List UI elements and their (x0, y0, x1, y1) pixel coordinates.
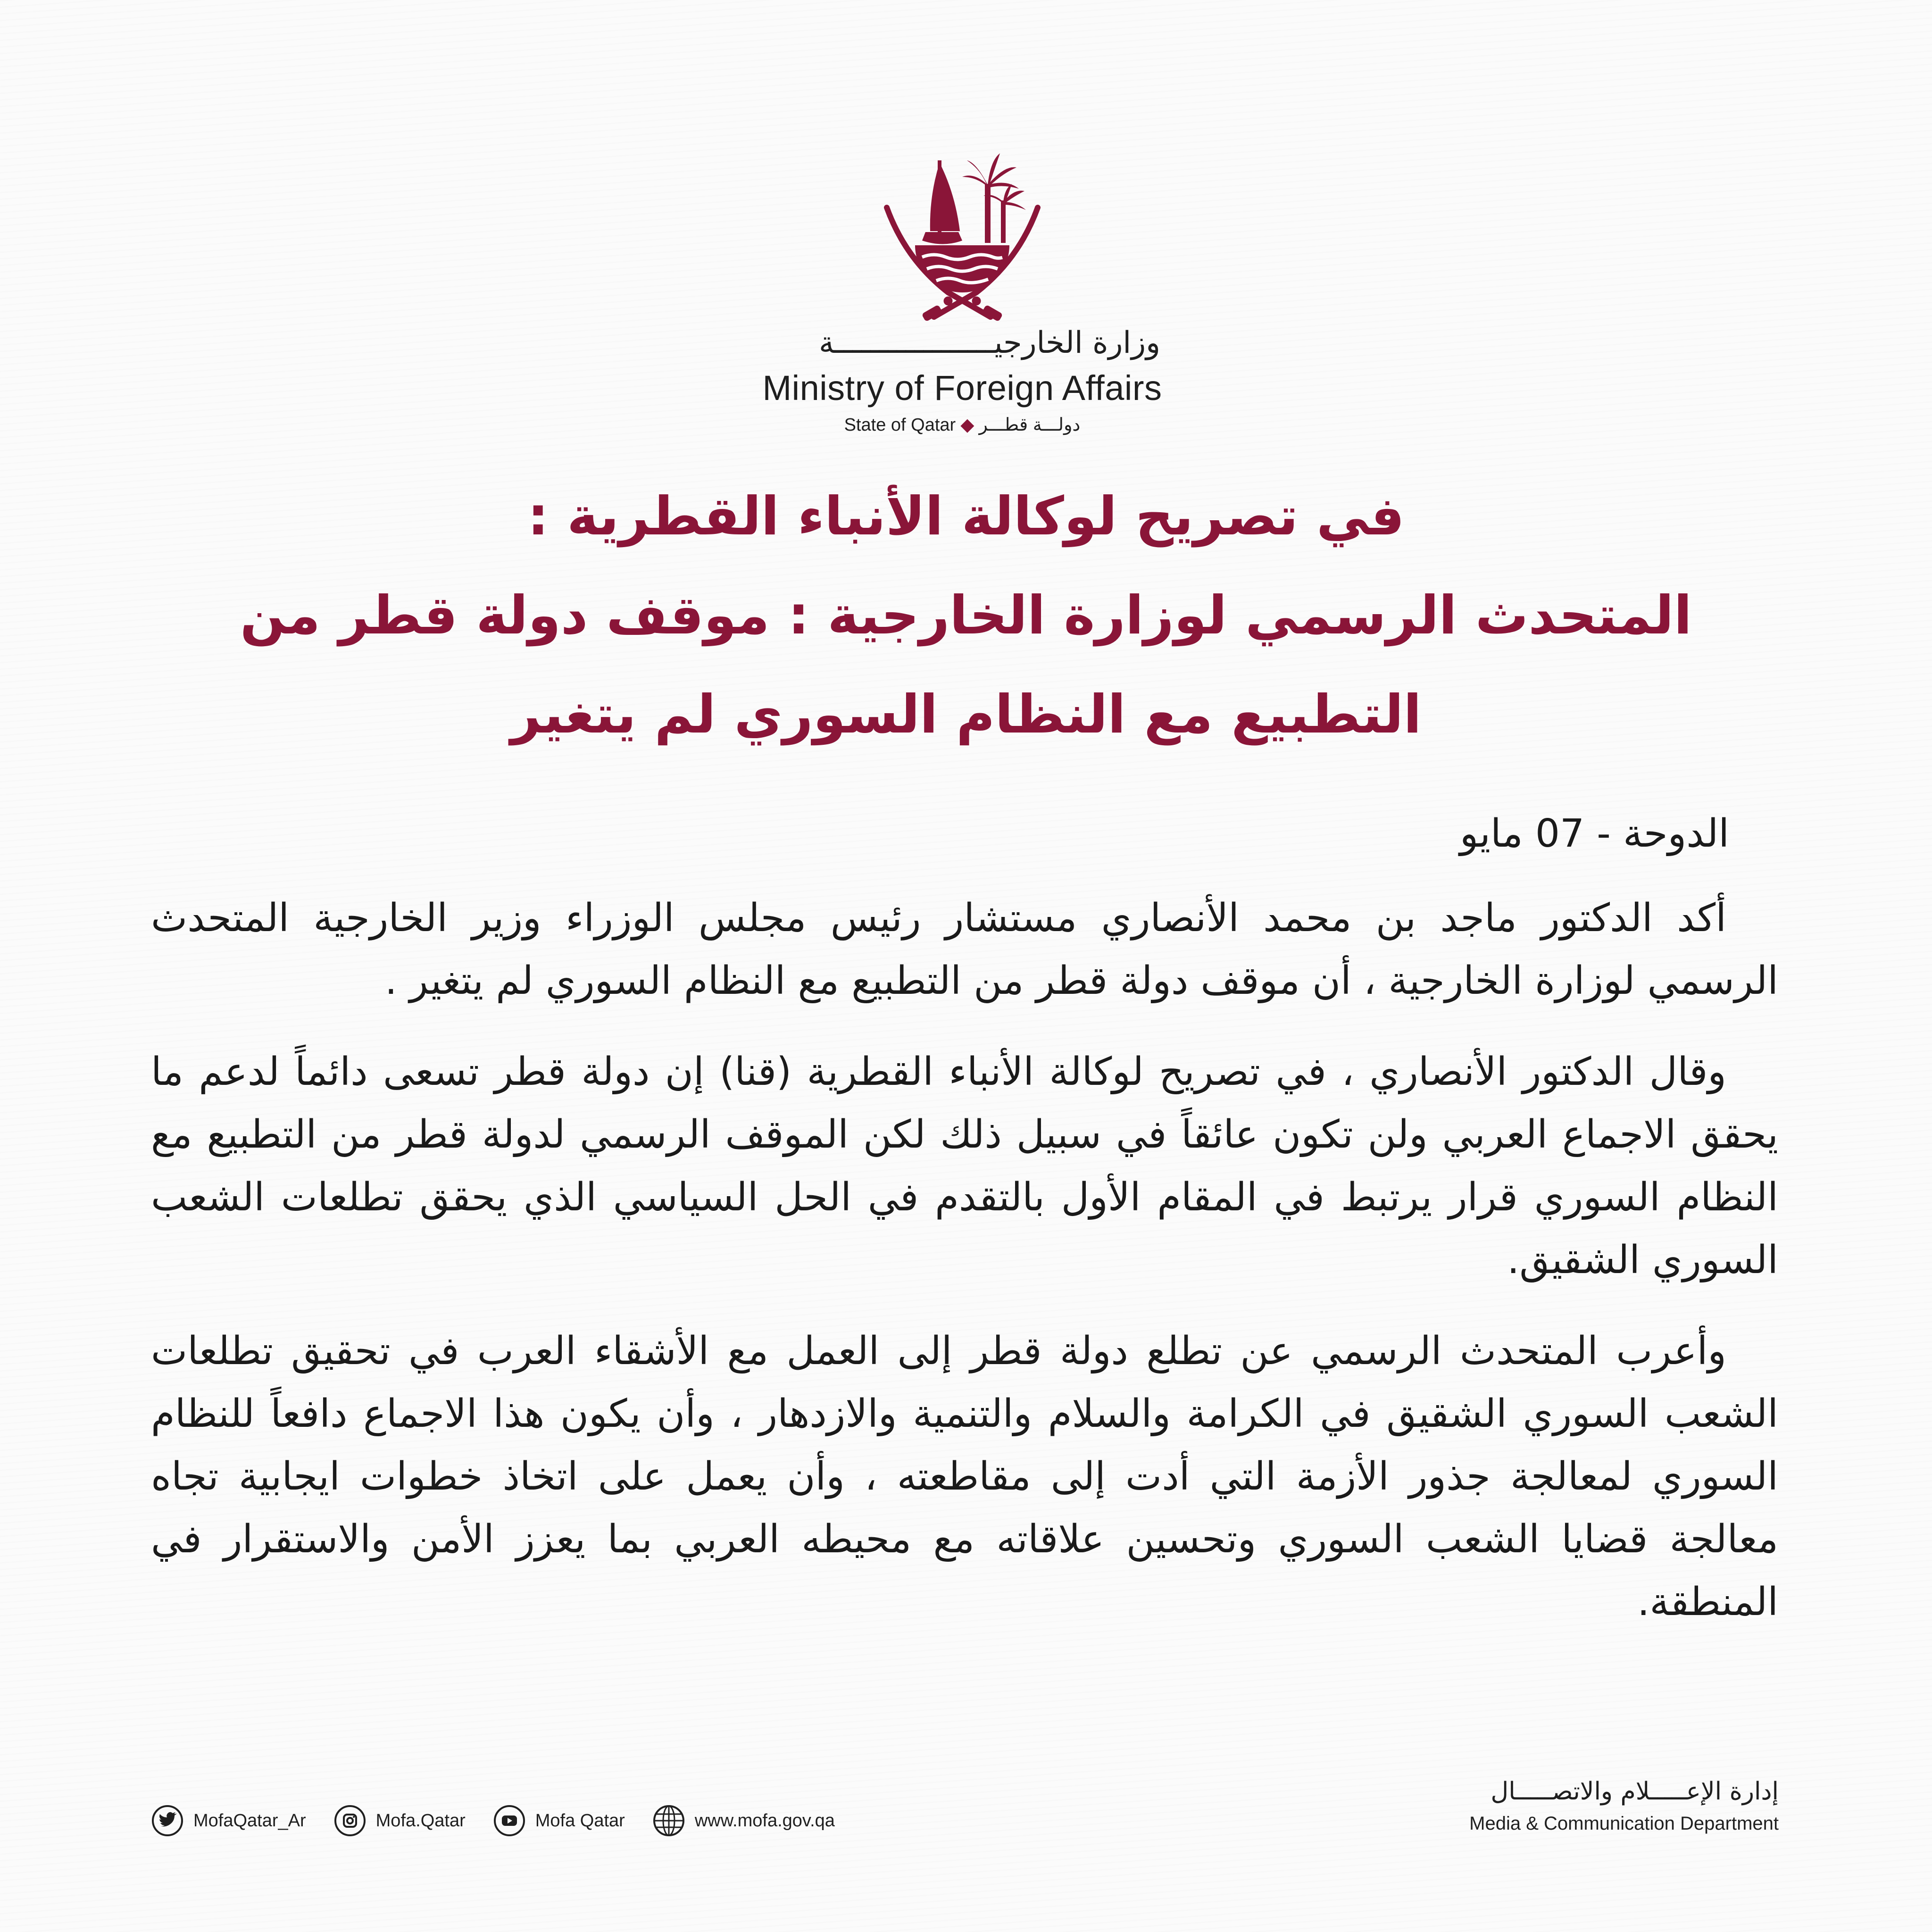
globe-icon (652, 1804, 685, 1837)
paragraph: أكد الدكتور ماجد بن محمد الأنصاري مستشار رئيس مجلس الوزراء وزير الخارجية المتحدث الرسمي لوزارة الخارجية ، أن موقف دولة قطر من التطبيع مع النظام السوري لم يتغير . (151, 896, 1778, 1003)
ministry-name-english: Ministry of Foreign Affairs (762, 368, 1162, 408)
social-links (151, 1802, 835, 1840)
youtube-icon (493, 1804, 526, 1837)
youtube-channel: Mofa Qatar (535, 1810, 625, 1831)
headline-line-1: في تصريح لوكالة الأنباء القطرية : (527, 486, 1405, 547)
twitter-handle: MofaQatar_Ar (193, 1810, 306, 1831)
paragraph: وقال الدكتور الأنصاري ، في تصريح لوكالة الأنباء القطرية (قنا) إن دولة قطر تسعى دائماً لدعم ما يحقق الاجماع العربي ولن تكون عائقاً في سبيل ذلك لكن الموقف الرسمي لدولة قطر من التطبيع مع النظام السوري قرار يرتبط في المقام الأول بالتقدم في الحل السياسي الذي يحقق تطلعات الشعب السوري الشقيق. (151, 1049, 1778, 1282)
department-signature (1469, 1774, 1779, 1838)
social-link-youtube[interactable] (493, 1804, 625, 1837)
headline-line-2: المتحدث الرسمي لوزارة الخارجية : موقف دولة قطر من (240, 585, 1692, 646)
instagram-icon (333, 1804, 366, 1837)
twitter-icon (151, 1804, 184, 1837)
dateline: الدوحة - 07 مايو (1459, 811, 1729, 856)
instagram-handle: Mofa.Qatar (375, 1810, 466, 1831)
diamond-separator-icon: ◆ (960, 415, 974, 435)
headline (142, 467, 1790, 764)
headline-line-3: التطبيع مع النظام السوري لم يتغير (510, 684, 1422, 745)
website-url: www.mofa.gov.qa (694, 1810, 835, 1831)
state-name-arabic: دولـــة قطـــر (979, 415, 1081, 435)
social-link-website[interactable] (652, 1804, 835, 1837)
social-link-twitter[interactable] (151, 1804, 306, 1837)
social-link-instagram[interactable] (333, 1804, 466, 1837)
article-body (151, 887, 1778, 1662)
paragraph: وأعرب المتحدث الرسمي عن تطلع دولة قطر إلى العمل مع الأشقاء العرب في تحقيق تطلعات الشعب السوري الشقيق في الكرامة والسلام والتنمية والازدهار ، وأن يكون هذا الاجماع دافعاً للنظام السوري لمعالجة جذور الأزمة التي أدت إلى مقاطعته ، وأن يعمل على اتخاذ خطوات ايجابية تجاه معالجة قضايا الشعب السوري وتحسين علاقاته مع محيطه العربي بما يعزز الأمن والاستقرار في المنطقة. (151, 1329, 1778, 1624)
department-name-arabic: إدارة الإعـــــلام والاتصـــــال (1491, 1777, 1779, 1806)
state-name-english: State of Qatar (844, 415, 956, 435)
qatar-emblem-logo (877, 151, 1047, 325)
department-name-english: Media & Communication Department (1469, 1813, 1779, 1834)
ministry-name-arabic: وزارة الخارجيــــــــــــــــــة (818, 325, 1160, 360)
state-line (802, 414, 1123, 435)
